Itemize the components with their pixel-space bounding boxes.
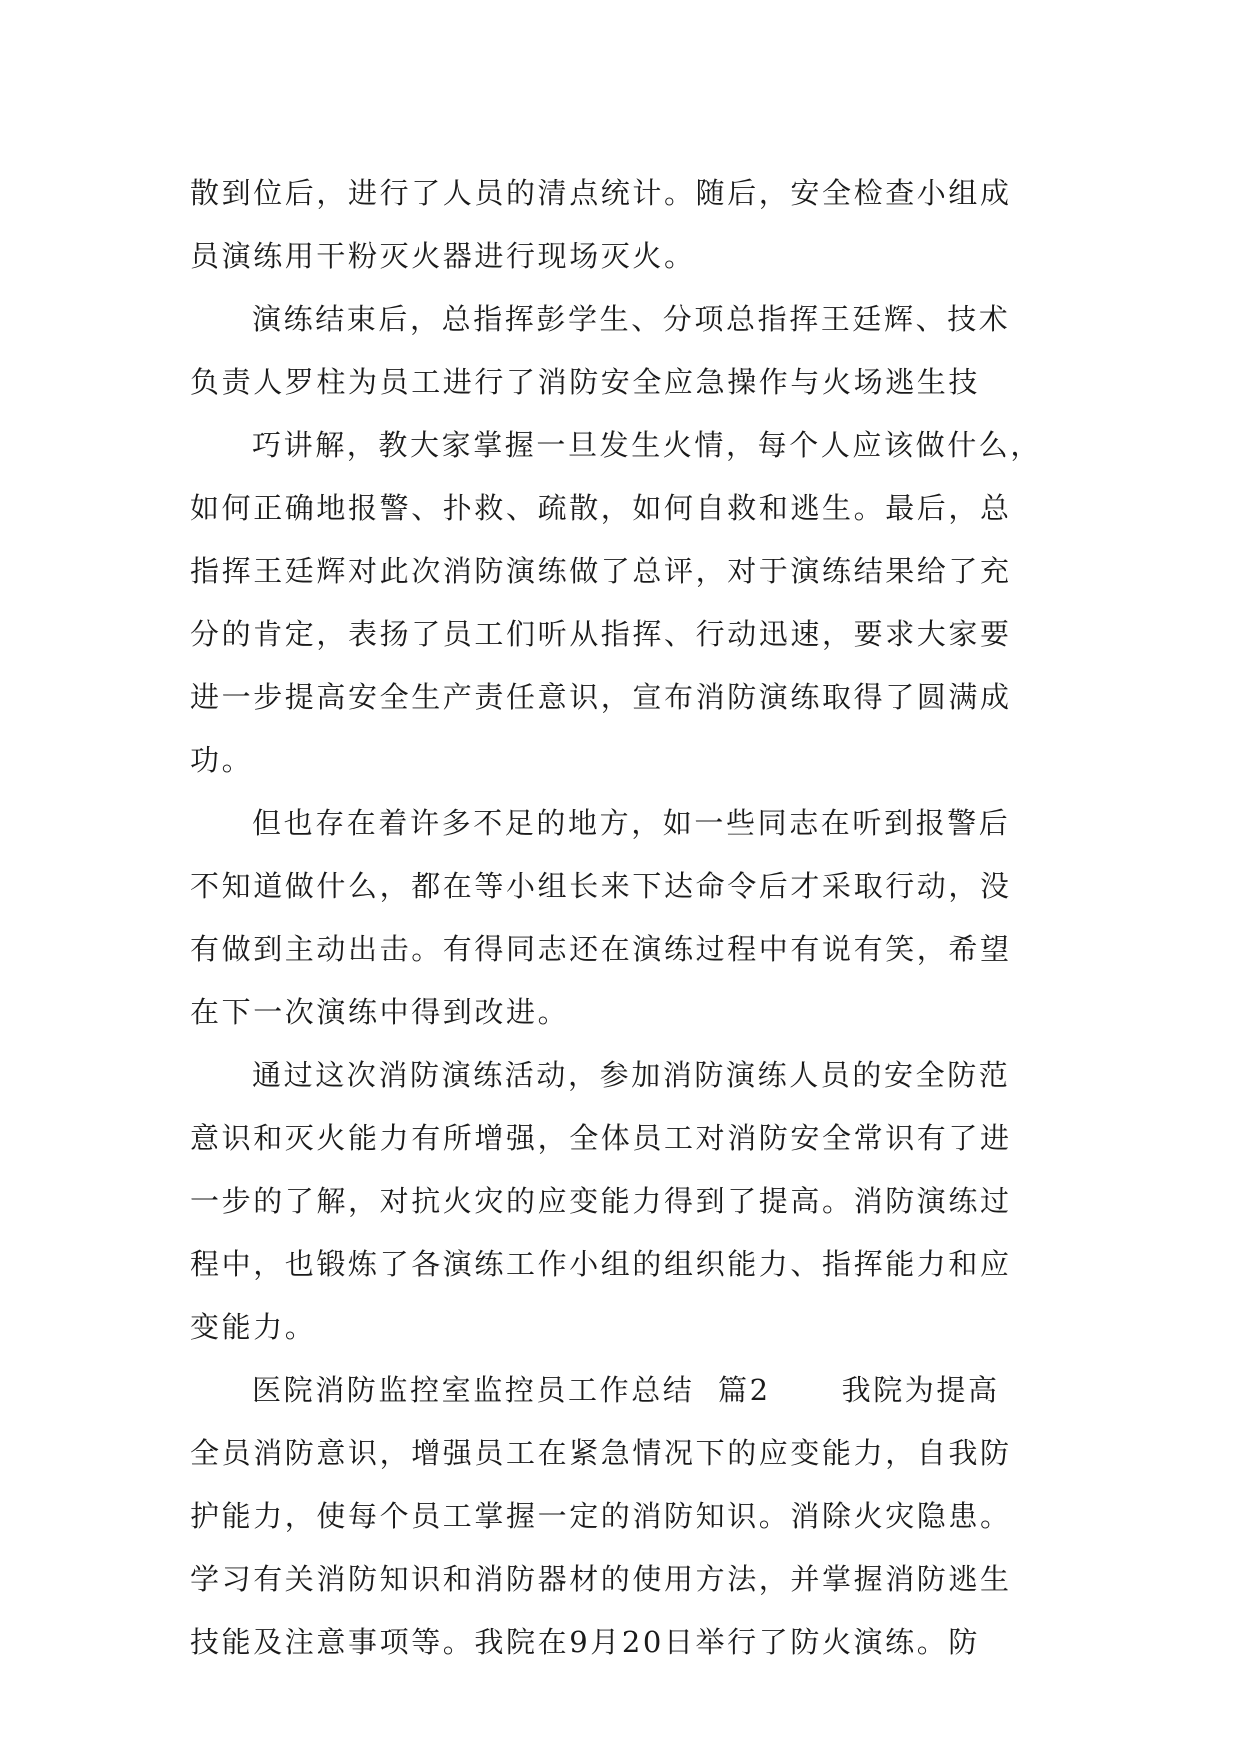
text-line: 护能力，使每个员工掌握一定的消防知识。消除火灾隐患。 bbox=[190, 1499, 1012, 1533]
text-line: 一步的了解，对抗火灾的应变能力得到了提高。消防演练过 bbox=[190, 1184, 1012, 1218]
text-line: 不知道做什么，都在等小组长来下达命令后才采取行动，没 bbox=[190, 869, 1012, 903]
text-line: 变能力。 bbox=[190, 1310, 317, 1344]
text-line: 在下一次演练中得到改进。 bbox=[190, 995, 570, 1029]
text-line: 进一步提高安全生产责任意识，宣布消防演练取得了圆满成 bbox=[190, 680, 1012, 714]
text-line: 散到位后，进行了人员的清点统计。随后，安全检查小组成 bbox=[190, 176, 1012, 210]
text-line: 通过这次消防演练活动，参加消防演练人员的安全防范 bbox=[252, 1058, 1011, 1092]
document-body bbox=[190, 162, 1090, 1674]
text-line: 演练结束后，总指挥彭学生、分项总指挥王廷辉、技术 bbox=[252, 302, 1011, 336]
text-line: 员演练用干粉灭火器进行现场灭火。 bbox=[190, 239, 696, 273]
text-line: 意识和灭火能力有所增强，全体员工对消防安全常识有了进 bbox=[190, 1121, 1012, 1155]
text-line: 巧讲解，教大家掌握一旦发生火情，每个人应该做什么， bbox=[252, 428, 1043, 462]
text-line: 全员消防意识，增强员工在紧急情况下的应变能力，自我防 bbox=[190, 1436, 1012, 1470]
text-line: 指挥王廷辉对此次消防演练做了总评，对于演练结果给了充 bbox=[190, 554, 1012, 588]
text-line: 技能及注意事项等。我院在9月20日举行了防火演练。防 bbox=[190, 1625, 980, 1659]
text-line: 有做到主动出击。有得同志还在演练过程中有说有笑，希望 bbox=[190, 932, 1012, 966]
text-line: 功。 bbox=[190, 743, 254, 777]
text-line: 但也存在着许多不足的地方，如一些同志在听到报警后 bbox=[252, 806, 1011, 840]
text-line: 医院消防监控室监控员工作总结 篇2 我院为提高 bbox=[252, 1373, 1000, 1407]
text-line: 负责人罗柱为员工进行了消防安全应急操作与火场逃生技 bbox=[190, 365, 981, 399]
text-line: 如何正确地报警、扑救、疏散，如何自救和逃生。最后，总 bbox=[190, 491, 1012, 525]
text-line: 学习有关消防知识和消防器材的使用方法，并掌握消防逃生 bbox=[190, 1562, 1012, 1596]
text-line: 程中，也锻炼了各演练工作小组的组织能力、指挥能力和应 bbox=[190, 1247, 1012, 1281]
text-line: 分的肯定，表扬了员工们听从指挥、行动迅速，要求大家要 bbox=[190, 617, 1012, 651]
